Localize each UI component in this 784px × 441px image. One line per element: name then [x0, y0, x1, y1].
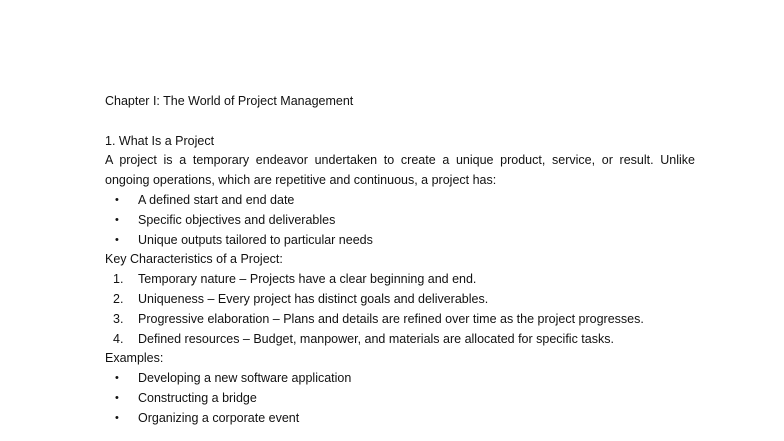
intro-paragraph-line-2: ongoing operations, which are repetitive and continuous, a project has:: [105, 173, 497, 188]
bullet-icon: •: [115, 213, 119, 226]
section-heading: 1. What Is a Project: [105, 133, 215, 148]
numbered-item-text: Uniqueness – Every project has distinct goals and deliverables.: [138, 291, 489, 306]
list-item-text: A defined start and end date: [138, 192, 295, 207]
bullet-icon: •: [115, 193, 119, 206]
chapter-title: Chapter I: The World of Project Management: [105, 94, 354, 108]
list-item: [105, 409, 695, 429]
list-item-text: Developing a new software application: [138, 371, 352, 386]
document-page: [105, 92, 695, 429]
examples-heading: Examples:: [105, 351, 164, 366]
numbered-item-text: Defined resources – Budget, manpower, and materials are allocated for specific tasks.: [138, 331, 614, 346]
numbered-item: [105, 330, 695, 350]
bullet-icon: •: [115, 233, 119, 246]
list-item: [105, 389, 695, 409]
list-item-text: Constructing a bridge: [138, 390, 257, 405]
numbered-item: [105, 270, 695, 290]
list-item: [105, 369, 695, 389]
numbered-item-text: Temporary nature – Projects have a clear beginning and end.: [138, 272, 477, 287]
bullet-icon: •: [115, 372, 119, 385]
numbered-item: [105, 290, 695, 310]
list-item: [105, 211, 695, 231]
bullet-icon: •: [115, 391, 119, 404]
list-item-text: Unique outputs tailored to particular needs: [138, 232, 373, 247]
item-number: 1.: [113, 272, 124, 287]
item-number: 3.: [113, 311, 124, 326]
intro-paragraph-line-1: A project is a temporary endeavor undertaken to create a unique product, service, or result. Unlike: [105, 153, 695, 168]
list-item-text: Specific objectives and deliverables: [138, 212, 336, 227]
list-item: [105, 191, 695, 211]
item-number: 2.: [113, 291, 124, 306]
list-item-text: Organizing a corporate event: [138, 410, 300, 425]
numbered-item: [105, 310, 695, 330]
bullet-icon: •: [115, 411, 119, 424]
characteristics-heading: Key Characteristics of a Project:: [105, 252, 283, 267]
item-number: 4.: [113, 331, 124, 346]
numbered-item-text: Progressive elaboration – Plans and details are refined over time as the project progresses.: [138, 311, 644, 326]
spacer: [105, 112, 695, 132]
list-item: [105, 231, 695, 251]
